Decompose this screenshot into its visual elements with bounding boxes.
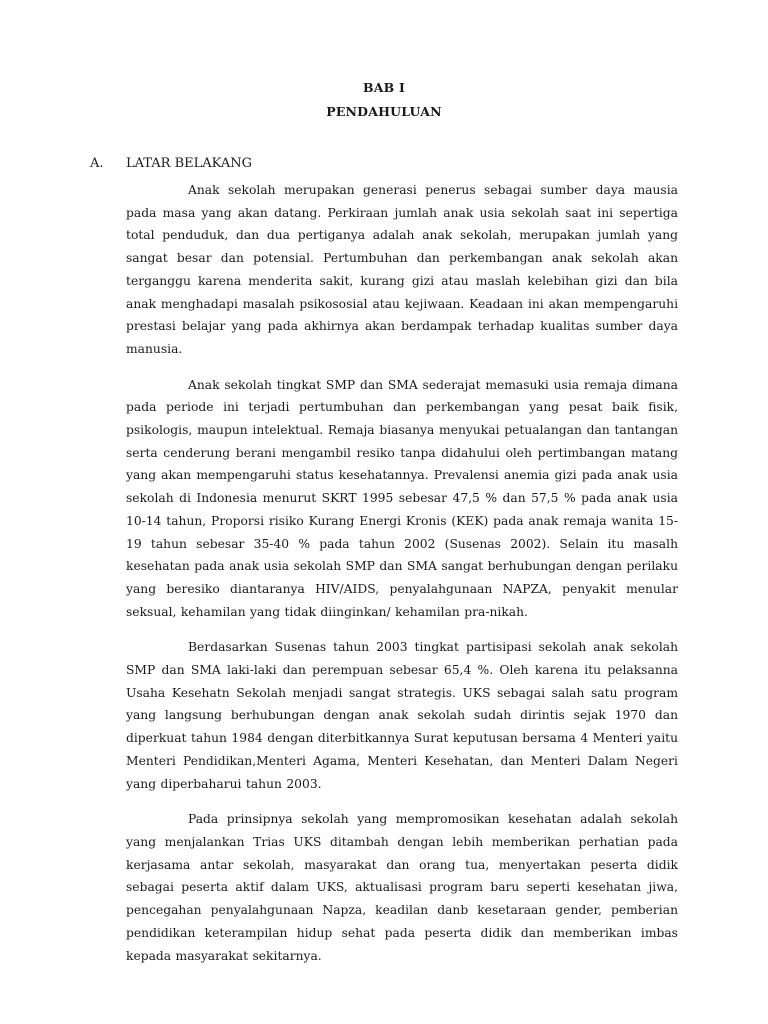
section-heading [90,156,252,171]
body-text [126,179,678,980]
paragraph-1: Anak sekolah merupakan generasi penerus sebagai sumber daya mausia pada masa yang akan datang. Perkiraan jumlah anak usia sekolah saat ini sepertiga total penduduk, dan dua pertiganya adalah anak sekolah, merupakan jumlah yang sangat besar dan potensial. Pertumbuhan dan perkembangan anak sekolah akan terganggu karena menderita sakit, kurang gizi atau maslah kelebihan gizi dan bila anak menghadapi masalah psikososial atau kejiwaan. Keadaan ini akan mempengaruhi prestasi belajar yang pada akhirnya akan berdampak terhadap kualitas sumber daya manusia. [126,183,678,356]
paragraph-4: Pada prinsipnya sekolah yang mempromosikan kesehatan adalah sekolah yang menjalankan Trias UKS ditambah dengan lebih memberikan perhatian pada kerjasama antar sekolah, masyarakat dan orang tua, menyertakan peserta didik sebagai peserta aktif dalam UKS, aktualisasi program baru seperti kesehatan jiwa, pencegahan penyalahgunaan Napza, keadilan danb kesetaraan gender, pemberian pendidikan keterampilan hidup sehat pada peserta didik dan memberikan imbas kepada masyarakat sekitarnya. [126,812,678,963]
paragraph-3: Berdasarkan Susenas tahun 2003 tingkat partisipasi sekolah anak sekolah SMP dan SMA laki-laki dan perempuan sebesar 65,4 %. Oleh karena itu pelaksanna Usaha Kesehatn Sekolah menjadi sangat strategis. UKS sebagai salah satu program yang langsung berhubungan dengan anak sekolah sudah dirintis sejak 1970 dan diperkuat tahun 1984 dengan diterbitkannya Surat keputusan bersama 4 Menteri yaitu Menteri Pendidikan,Menteri Agama, Menteri Kesehatan, dan Menteri Dalam Negeri yang diperbaharui tahun 2003. [126,640,678,791]
section-letter: A. [90,156,104,171]
section-title: LATAR BELAKANG [126,156,252,171]
paragraph-2: Anak sekolah tingkat SMP dan SMA sederajat memasuki usia remaja dimana pada periode ini terjadi pertumbuhan dan perkembangan yang pesat baik fisik, psikologis, maupun intelektual. Remaja biasanya menyukai petualangan dan tantangan serta cenderung berani mengambil resiko tanpa didahului oleh pertimbangan matang yang akan mempengaruhi status kesehatannya. Prevalensi anemia gizi pada anak usia sekolah di Indonesia menurut SKRT 1995 sebesar 47,5 % dan 57,5 % pada anak usia 10-14 tahun, Proporsi risiko Kurang Energi Kronis (KEK) pada anak remaja wanita 15-19 tahun sebesar 35-40 % pada tahun 2002 (Susenas 2002). Selain itu masalh kesehatan pada anak usia sekolah SMP dan SMA sangat berhubungan dengan perilaku yang beresiko diantaranya HIV/AIDS, penyalahgunaan NAPZA, penyakit menular seksual, kehamilan yang tidak diinginkan/ kehamilan pra-nikah. [126,377,678,619]
chapter-number: BAB I [362,80,406,95]
chapter-title: PENDAHULUAN [326,104,442,119]
